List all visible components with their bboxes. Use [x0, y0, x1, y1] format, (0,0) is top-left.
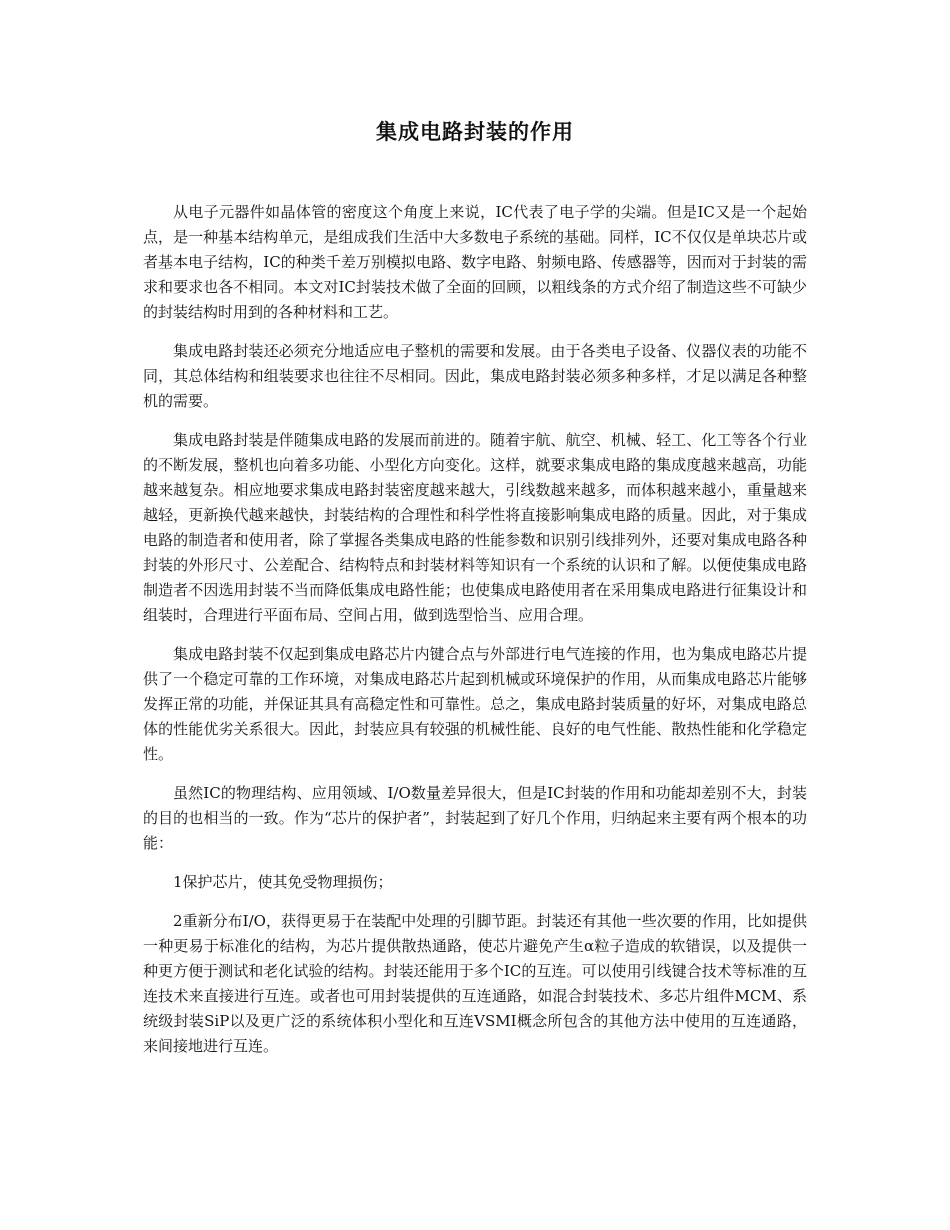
paragraph-protection-role: 集成电路封装不仅起到集成电路芯片内键合点与外部进行电气连接的作用，也为集成电路芯片提供了一个稳定可靠的工作环境，对集成电路芯片起到机械或环境保护的作用，从而集成电路芯片能够发挥正常的功能，并保证其具有高稳定性和可靠性。总之，集成电路封装质量的好坏，对集成电路总体的性能优劣关系很大。因此，封装应具有较强的机械性能、良好的电气性能、散热性能和化学稳定性。 [143, 645, 807, 763]
paragraph-function-1: 1保护芯片，使其免受物理损伤； [173, 873, 393, 891]
document-title: 集成电路封装的作用 [376, 120, 574, 144]
document-body [143, 200, 807, 1073]
paragraph-development: 集成电路封装是伴随集成电路的发展而前进的。随着宇航、航空、机械、轻工、化工等各个行业的不断发展，整机也向着多功能、小型化方向变化。这样，就要求集成电路的集成度越来越高，功能越来越复杂。相应地要求集成电路封装密度越来越大，引线数越来越多，而体积越来越小，重量越来越轻，更新换代越来越快，封装结构的合理性和科学性将直接影响集成电路的质量。因此，对于集成电路的制造者和使用者，除了掌握各类集成电路的性能参数和识别引线排列外，还要对集成电路各种封装的外形尺寸、公差配合、结构特点和封装材料等知识有一个系统的认识和了解。以便使集成电路制造者不因选用封装不当而降低集成电路性能；也使集成电路使用者在采用集成电路进行征集设计和组装时，合理进行平面布局、空间占用，做到选型恰当、应用合理。 [143, 431, 807, 624]
paragraph-function-2: 2重新分布I/O，获得更易于在装配中处理的引脚节距。封装还有其他一些次要的作用，比如提供一种更易于标准化的结构，为芯片提供散热通路，使芯片避免产生α粒子造成的软错误，以及提供一种更方便于测试和老化试验的结构。封装还能用于多个IC的互连。可以使用引线键合技术等标准的互连技术来直接进行互连。或者也可用封装提供的互连通路，如混合封装技术、多芯片组件MCM、系统级封装SiP以及更广泛的系统体积小型化和互连VSMI概念所包含的其他方法中使用的互连通路，来间接地进行互连。 [143, 912, 807, 1055]
paragraph-adaptation: 集成电路封装还必须充分地适应电子整机的需要和发展。由于各类电子设备、仪器仪表的功能不同，其总体结构和组装要求也往往不尽相同。因此，集成电路封装必须多种多样，才足以满足各种整机的需要。 [143, 342, 807, 410]
paragraph-functions-intro: 虽然IC的物理结构、应用领域、I/O数量差异很大，但是IC封装的作用和功能却差别不大，封装的目的也相当的一致。作为“芯片的保护者”，封装起到了好几个作用，归纳起来主要有两个根本的功能： [143, 784, 807, 852]
paragraph-intro: 从电子元器件如晶体管的密度这个角度上来说，IC代表了电子学的尖端。但是IC又是一个起始点，是一种基本结构单元，是组成我们生活中大多数电子系统的基础。同样，IC不仅仅是单块芯片或者基本电子结构，IC的种类千差万别模拟电路、数字电路、射频电路、传感器等，因而对于封装的需求和要求也各不相同。本文对IC封装技术做了全面的回顾，以粗线条的方式介绍了制造这些不可缺少的封装结构时用到的各种材料和工艺。 [143, 203, 807, 321]
